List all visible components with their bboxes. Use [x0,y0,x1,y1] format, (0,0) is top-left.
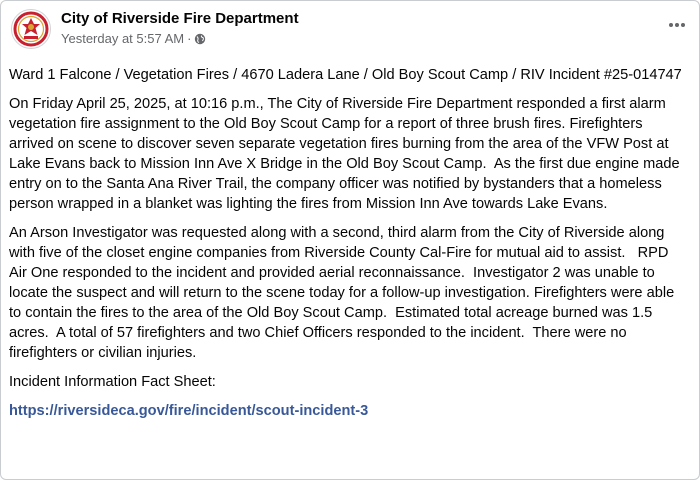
more-options-button[interactable] [663,15,691,35]
more-options-icon [668,22,686,28]
page-name-link[interactable]: City of Riverside Fire Department [61,10,299,27]
fact-sheet-link[interactable]: https://riversideca.gov/fire/incident/scout-incident-3 [9,403,369,419]
post-meta [61,31,206,46]
fire-department-logo-icon [12,10,50,48]
post-title-line: Ward 1 Falcone / Vegetation Fires / 4670 Ladera Lane / Old Boy Scout Camp / RIV Incident #25-014747 [9,67,682,83]
post-body [9,65,685,430]
page-avatar[interactable] [11,9,51,49]
post-paragraph-1: On Friday April 25, 2025, at 10:16 p.m., The City of Riverside Fire Department responded a first alarm vegetation fire assignment to the Old Boy Scout Camp for a report of three brush fires. Firefighters arrived on scene to discover seven separate vegetation fires burning from the area of the VFW Post at Lake Evans back to Mission Inn Ave X Bridge in the Old Boy Scout Camp. As the first due engine made entry on to the Santa Ana River Trail, the company officer was notified by bystanders that a homeless person wrapped in a blanket was lighting the fires from Mission Inn Ave towards Lake Evans. [9,96,684,212]
fact-sheet-label: Incident Information Fact Sheet: [9,374,216,390]
globe-icon[interactable] [194,33,206,45]
post-header [9,7,691,51]
post-paragraph-2: An Arson Investigator was requested along with a second, third alarm from the City of Riverside along with five of the closet engine companies from Riverside County Cal-Fire for mutual aid to assist. RPD Air One responded to the incident and provided aerial reconnaissance. Investigator 2 was unable to locate the suspect and will return to the scene today for a follow-up investigation. Firefighters were able to contain the fires to the area of the Old Boy Scout Camp. Estimated total acreage burned was 1.5 acres. A total of 57 firefighters and two Chief Officers responded to the incident. There were no firefighters or civilian injuries. [9,225,679,361]
meta-separator: · [187,31,192,46]
post-timestamp[interactable]: Yesterday at 5:57 AM [61,31,185,46]
